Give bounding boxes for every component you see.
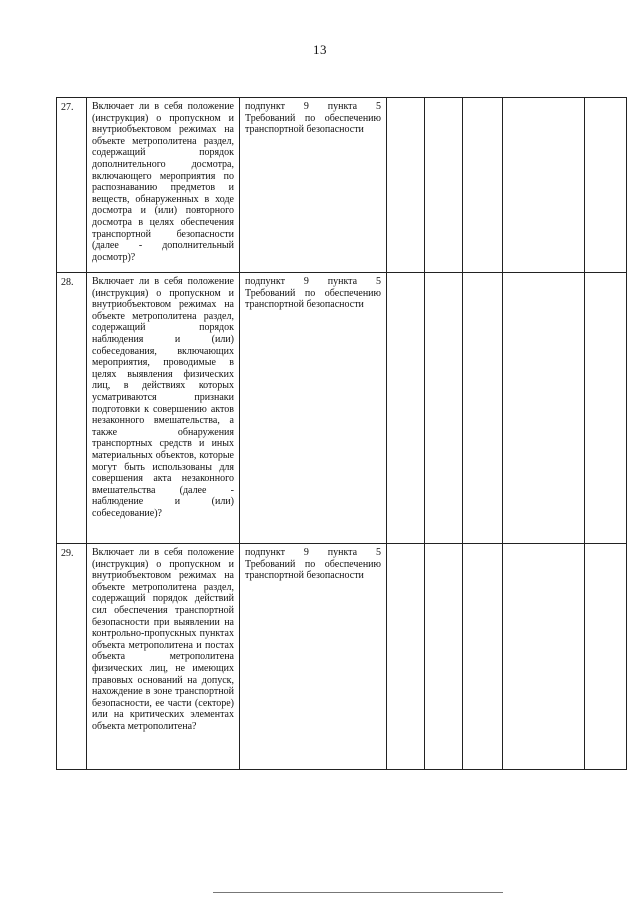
- ref-word: пункта: [327, 276, 358, 287]
- ref-word: 5: [376, 547, 381, 558]
- row-number-cell: [57, 98, 87, 273]
- ref-word: пункта: [327, 101, 358, 112]
- empty-cell: [463, 273, 503, 544]
- ref-word: 9: [303, 276, 309, 287]
- empty-cell: [463, 98, 503, 273]
- reference-cell: [240, 98, 387, 273]
- ref-word: подпункт: [245, 276, 285, 287]
- empty-cell: [503, 544, 585, 770]
- table-row: [57, 544, 627, 770]
- row-number-cell: [57, 273, 87, 544]
- ref-word: 5: [376, 101, 381, 112]
- row-number: 28.: [61, 277, 74, 288]
- reference-cell: [240, 273, 387, 544]
- reference-text: [240, 98, 386, 136]
- question-cell: [87, 273, 240, 544]
- question-text: Включает ли в себя положение (инструкция) о пропускном и внутриобъектовом режимах на объекте метрополитена раздел, содержащий порядок действий сил обеспечения транспортной безопасности при выявлении на контрольно-пропускных пунктах объекта метрополитена и постах объекта метрополитена физических лиц, не имеющих правовых оснований на допуск, нахождение в зоне транспортной безопасности, ее части (секторе) или на критических элементах объекта метрополитена?: [92, 547, 234, 732]
- empty-cell: [387, 98, 425, 273]
- table-row: [57, 273, 627, 544]
- empty-cell: [585, 273, 627, 544]
- ref-word: пункта: [327, 547, 358, 558]
- ref-word: 9: [303, 547, 309, 558]
- empty-cell: [425, 273, 463, 544]
- ref-word: подпункт: [245, 547, 285, 558]
- row-number: 29.: [61, 548, 74, 559]
- checklist-table: [56, 97, 627, 770]
- empty-cell: [503, 98, 585, 273]
- empty-cell: [463, 544, 503, 770]
- empty-cell: [585, 98, 627, 273]
- question-text: Включает ли в себя положение (инструкция) о пропускном и внутриобъектовом режимах на объекте метрополитена раздел, содержащий порядок дополнительного досмотра, включающего мероприятия по распознаванию предметов и веществ, обнаруженных в ходе досмотра и (или) повторного досмотра в целях обеспечения транспортной безопасности (далее - дополнительный досмотр)?: [92, 101, 234, 263]
- row-number-cell: [57, 544, 87, 770]
- reference-text: [240, 273, 386, 311]
- question-cell: [87, 98, 240, 273]
- ref-rest: Требований по обеспечению транспортной безопасности: [245, 112, 381, 136]
- empty-cell: [425, 544, 463, 770]
- empty-cell: [387, 273, 425, 544]
- empty-cell: [503, 273, 585, 544]
- question-text: Включает ли в себя положение (инструкция) о пропускном и внутриобъектовом режимах на объекте метрополитена раздел, содержащий порядок наблюдения и (или) собеседования, включающих мероприятия, проводимые в целях выявления физических лиц, в действиях которых усматриваются признаки подготовки к совершению актов незаконного вмешательства, а также обнаружения транспортных средств и иных материальных объектов, которые могут быть использованы для совершения акта незаконного вмешательства (далее - наблюдение и (или) собеседование)?: [92, 276, 234, 519]
- empty-cell: [387, 544, 425, 770]
- ref-rest: Требований по обеспечению транспортной безопасности: [245, 558, 381, 582]
- ref-word: 5: [376, 276, 381, 287]
- empty-cell: [585, 544, 627, 770]
- ref-word: подпункт: [245, 101, 285, 112]
- reference-cell: [240, 544, 387, 770]
- ref-word: 9: [303, 101, 309, 112]
- scan-footer-line: [213, 892, 503, 893]
- row-number: 27.: [61, 102, 74, 113]
- empty-cell: [425, 98, 463, 273]
- reference-text: [240, 544, 386, 582]
- table-row: [57, 98, 627, 273]
- question-cell: [87, 544, 240, 770]
- ref-rest: Требований по обеспечению транспортной безопасности: [245, 287, 381, 311]
- page-number: 13: [313, 42, 327, 57]
